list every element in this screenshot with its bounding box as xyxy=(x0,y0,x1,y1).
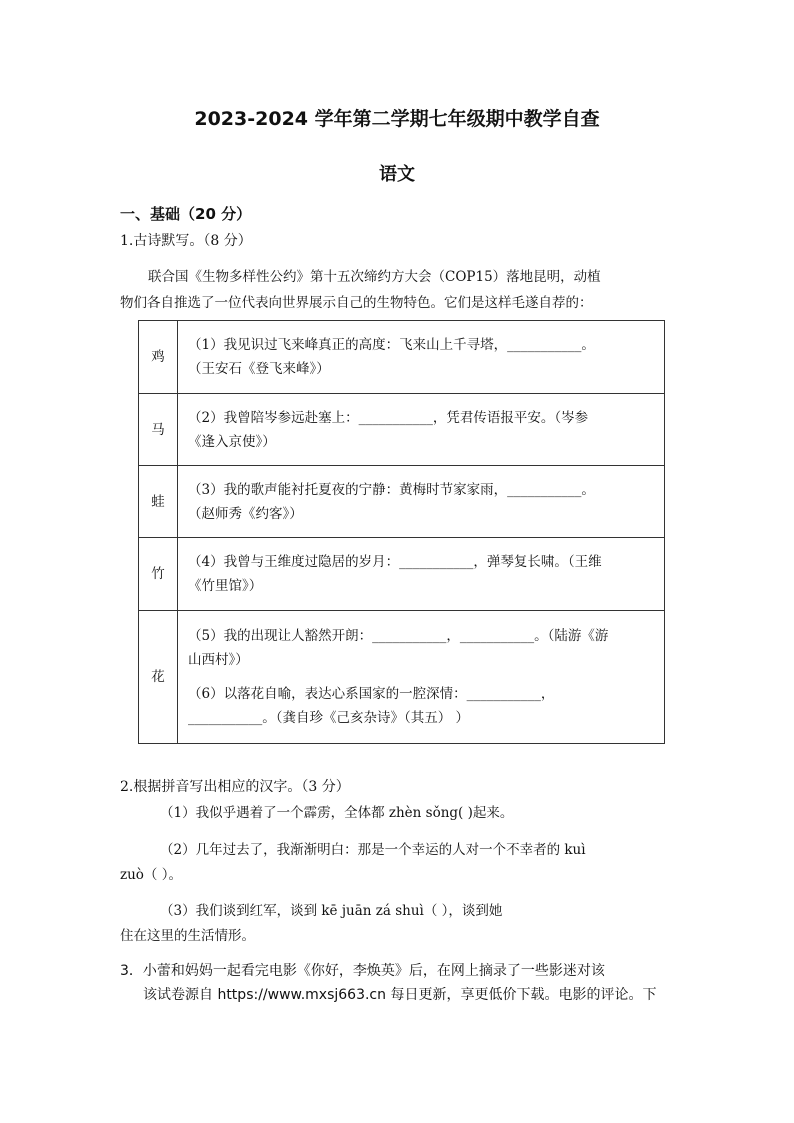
subject-title: 语文 xyxy=(379,164,415,185)
prompt-cell xyxy=(178,394,665,466)
table-row xyxy=(139,321,665,394)
table-row xyxy=(139,538,665,611)
prompt-line: 《竹里馆》） xyxy=(188,578,263,594)
prompt-line: （王安石《登飞来峰》） xyxy=(188,361,330,377)
animal-cell: 花 xyxy=(139,611,178,744)
animal-cell: 竹 xyxy=(139,538,178,611)
question-3-line-1: 3．小蕾和妈妈一起看完电影《你好，李焕英》后，在网上摘录了一些影迷对该 xyxy=(120,963,605,979)
table-row xyxy=(139,466,665,538)
question-1-heading: 1.古诗默写。（8 分） xyxy=(120,233,252,249)
table-row xyxy=(139,394,665,466)
prompt-line: （4）我曾与王维度过隐居的岁月：___________，弹琴复长啸。（王维 xyxy=(188,554,602,570)
animal-cell: 蛙 xyxy=(139,466,178,538)
prompt-line: （1）我见识过飞来峰真正的高度：飞来山上千寻塔，___________。 xyxy=(188,337,595,353)
question-1-intro-line-1: 联合国《生物多样性公约》第十五次缔约方大会（COP15）落地昆明，动植 xyxy=(148,269,601,285)
prompt-line: （3）我的歌声能衬托夏夜的宁静：黄梅时节家家雨，___________。 xyxy=(188,481,595,498)
prompt-cell xyxy=(178,611,665,744)
prompt-cell xyxy=(178,466,665,538)
animal-cell: 鸡 xyxy=(139,321,178,394)
prompt-line: 《逢入京使》） xyxy=(188,433,276,450)
prompt-line: ___________。（龚自珍《己亥杂诗》（其五） ） xyxy=(188,710,470,726)
table-row xyxy=(139,611,665,744)
source-footer: 该试卷源自 https://www.mxsj663.cn 每日更新，享更低价下载。电影的评论。下 xyxy=(143,987,657,1003)
section-heading: 一、基础（20 分） xyxy=(120,205,252,223)
prompt-cell xyxy=(178,538,665,611)
question-2-item-2-line-1: （2）几年过去了，我渐渐明白：那是一个幸运的人对一个不幸者的 kuì xyxy=(160,842,586,858)
animal-cell: 马 xyxy=(139,394,178,466)
prompt-line: （6）以落花自喻，表达心系国家的一腔深情：___________， xyxy=(188,686,555,702)
exam-title: 2023-2024 学年第二学期七年级期中教学自查 xyxy=(194,108,600,130)
question-2-heading: 2.根据拼音写出相应的汉字。（3 分） xyxy=(120,779,350,795)
prompt-cell xyxy=(178,321,665,394)
poem-recitation-table xyxy=(138,320,665,744)
question-2-item-3-line-1: （3）我们谈到红军，谈到 kē juān zá shuì（ ），谈到她 xyxy=(160,903,503,919)
question-1-intro-line-2: 物们各自推选了一位代表向世界展示自己的生物特色。它们是这样毛遂自荐的： xyxy=(120,295,593,311)
question-2-item-2-line-2: zuò（ ）。 xyxy=(120,867,182,883)
question-2-item-1: （1）我似乎遇着了一个霹雳，全体都 zhèn sǒng( )起来。 xyxy=(160,805,514,821)
prompt-line: （2）我曾陪岑参远赴塞上：___________，凭君传语报平安。（岑参 xyxy=(188,409,589,426)
prompt-line: 山西村》） xyxy=(188,652,249,668)
prompt-line: （赵师秀《约客》） xyxy=(188,505,303,522)
question-2-item-3-line-2: 住在这里的生活情形。 xyxy=(120,928,255,944)
prompt-line: （5）我的出现让人豁然开朗：___________，___________。（陆游《游 xyxy=(188,628,609,644)
